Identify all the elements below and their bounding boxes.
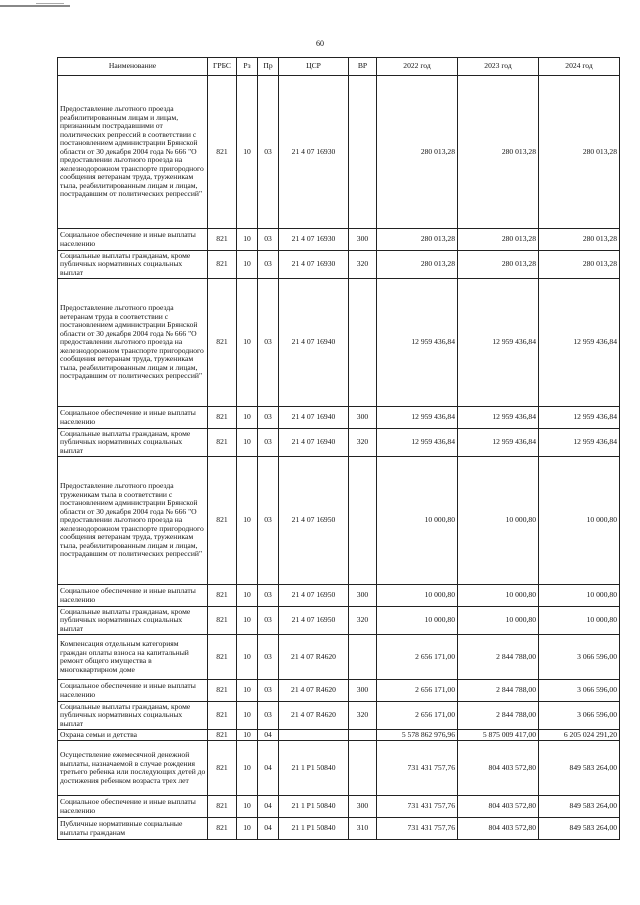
- cell-2023: 280 013,28: [458, 229, 539, 251]
- cell-name: Социальное обеспечение и иные выплаты населению: [58, 229, 208, 251]
- table-row: [58, 457, 620, 585]
- cell-rz: 10: [237, 407, 258, 429]
- scan-edge-line: [36, 3, 64, 4]
- table-row: [58, 730, 620, 741]
- cell-rz: 10: [237, 251, 258, 279]
- cell-2024: 6 205 024 291,20: [539, 730, 620, 741]
- cell-name: Социальные выплаты гражданам, кроме публичных нормативных социальных выплат: [58, 251, 208, 279]
- cell-grbs: 821: [208, 429, 237, 457]
- cell-csr: 21 1 P1 50840: [279, 741, 349, 796]
- cell-vr: 320: [349, 429, 377, 457]
- cell-vr: [349, 635, 377, 680]
- cell-name: Социальное обеспечение и иные выплаты населению: [58, 796, 208, 818]
- header-name: Наименование: [58, 58, 208, 76]
- cell-grbs: 821: [208, 818, 237, 840]
- header-pr: Пр: [258, 58, 279, 76]
- cell-vr: 320: [349, 607, 377, 635]
- cell-pr: 04: [258, 818, 279, 840]
- cell-csr: 21 4 07 R4620: [279, 635, 349, 680]
- cell-pr: 03: [258, 585, 279, 607]
- cell-grbs: 821: [208, 76, 237, 229]
- cell-csr: 21 4 07 16930: [279, 76, 349, 229]
- cell-vr: 300: [349, 680, 377, 702]
- cell-name: Публичные нормативные социальные выплаты гражданам: [58, 818, 208, 840]
- header-vr: ВР: [349, 58, 377, 76]
- cell-2023: 10 000,80: [458, 607, 539, 635]
- cell-name: Осуществление ежемесячной денежной выплаты, назначаемой в случае рождения третьего ребенка или последующих детей до достижения ребенком возраста трех лет: [58, 741, 208, 796]
- cell-pr: 04: [258, 730, 279, 741]
- cell-2023: 10 000,80: [458, 585, 539, 607]
- cell-rz: 10: [237, 818, 258, 840]
- cell-2023: 12 959 436,84: [458, 407, 539, 429]
- header-2023: 2023 год: [458, 58, 539, 76]
- cell-vr: 320: [349, 702, 377, 730]
- cell-2024: 280 013,28: [539, 251, 620, 279]
- cell-2023: 2 844 788,00: [458, 635, 539, 680]
- page-number: 60: [316, 39, 324, 48]
- cell-2022: 2 656 171,00: [377, 635, 458, 680]
- cell-pr: 03: [258, 251, 279, 279]
- cell-pr: 03: [258, 702, 279, 730]
- cell-grbs: 821: [208, 702, 237, 730]
- cell-2024: 12 959 436,84: [539, 407, 620, 429]
- cell-vr: 300: [349, 796, 377, 818]
- cell-2022: 731 431 757,76: [377, 741, 458, 796]
- cell-2024: 12 959 436,84: [539, 279, 620, 407]
- cell-2022: 12 959 436,84: [377, 407, 458, 429]
- cell-2022: 2 656 171,00: [377, 702, 458, 730]
- cell-2024: 280 013,28: [539, 76, 620, 229]
- table-row: [58, 680, 620, 702]
- cell-vr: [349, 457, 377, 585]
- table-row: [58, 635, 620, 680]
- cell-2023: 2 844 788,00: [458, 680, 539, 702]
- cell-2024: 849 583 264,00: [539, 741, 620, 796]
- header-2022: 2022 год: [377, 58, 458, 76]
- cell-rz: 10: [237, 279, 258, 407]
- cell-pr: 03: [258, 680, 279, 702]
- cell-csr: 21 4 07 16930: [279, 251, 349, 279]
- table-row: [58, 585, 620, 607]
- cell-name: Компенсация отдельным категориям граждан оплаты взноса на капитальный ремонт общего имущества в многоквартирном доме: [58, 635, 208, 680]
- cell-pr: 03: [258, 279, 279, 407]
- cell-2024: 280 013,28: [539, 229, 620, 251]
- cell-name: Социальное обеспечение и иные выплаты населению: [58, 680, 208, 702]
- cell-2024: 3 066 596,00: [539, 635, 620, 680]
- cell-vr: 310: [349, 818, 377, 840]
- cell-rz: 10: [237, 585, 258, 607]
- cell-grbs: 821: [208, 279, 237, 407]
- cell-pr: 03: [258, 407, 279, 429]
- cell-rz: 10: [237, 229, 258, 251]
- table-header-row: [58, 58, 620, 76]
- table-row: [58, 429, 620, 457]
- cell-name: Предоставление льготного проезда труженикам тыла в соответствии с постановлением администрации Брянской области от 30 декабря 2004 года № 666 "О предоставлении льготного проезда на железнодорожном транспорте пригородного сообщения ветеранам труда, труженикам тыла, реабилитированным лицам и лицам, пострадавшим от политических репрессий": [58, 457, 208, 585]
- cell-csr: [279, 730, 349, 741]
- cell-vr: [349, 741, 377, 796]
- cell-pr: 03: [258, 429, 279, 457]
- cell-vr: [349, 730, 377, 741]
- cell-pr: 03: [258, 607, 279, 635]
- table-row: [58, 76, 620, 229]
- cell-csr: 21 4 07 16940: [279, 429, 349, 457]
- header-rz: Рз: [237, 58, 258, 76]
- cell-pr: 03: [258, 457, 279, 585]
- cell-2022: 10 000,80: [377, 457, 458, 585]
- cell-grbs: 821: [208, 730, 237, 741]
- cell-2024: 12 959 436,84: [539, 429, 620, 457]
- header-csr: ЦСР: [279, 58, 349, 76]
- cell-vr: 320: [349, 251, 377, 279]
- cell-rz: 10: [237, 796, 258, 818]
- cell-pr: 03: [258, 229, 279, 251]
- cell-grbs: 821: [208, 407, 237, 429]
- cell-csr: 21 4 07 R4620: [279, 680, 349, 702]
- cell-name: Охрана семьи и детства: [58, 730, 208, 741]
- cell-pr: 04: [258, 741, 279, 796]
- cell-2023: 10 000,80: [458, 457, 539, 585]
- cell-vr: 300: [349, 229, 377, 251]
- cell-2023: 12 959 436,84: [458, 279, 539, 407]
- table-row: [58, 229, 620, 251]
- cell-grbs: 821: [208, 607, 237, 635]
- cell-vr: 300: [349, 585, 377, 607]
- cell-2023: 804 403 572,80: [458, 818, 539, 840]
- scan-edge-line: [0, 5, 70, 7]
- cell-csr: 21 4 07 16950: [279, 607, 349, 635]
- cell-grbs: 821: [208, 741, 237, 796]
- cell-csr: 21 4 07 16950: [279, 585, 349, 607]
- cell-rz: 10: [237, 730, 258, 741]
- table-row: [58, 702, 620, 730]
- cell-2023: 280 013,28: [458, 251, 539, 279]
- cell-name: Социальное обеспечение и иные выплаты населению: [58, 407, 208, 429]
- cell-rz: 10: [237, 702, 258, 730]
- cell-2022: 731 431 757,76: [377, 818, 458, 840]
- cell-csr: 21 4 07 R4620: [279, 702, 349, 730]
- cell-csr: 21 4 07 16940: [279, 407, 349, 429]
- cell-grbs: 821: [208, 251, 237, 279]
- header-grbs: ГРБС: [208, 58, 237, 76]
- cell-2022: 280 013,28: [377, 251, 458, 279]
- cell-2024: 849 583 264,00: [539, 818, 620, 840]
- cell-2023: 2 844 788,00: [458, 702, 539, 730]
- table-row: [58, 251, 620, 279]
- cell-2023: 804 403 572,80: [458, 796, 539, 818]
- cell-rz: 10: [237, 635, 258, 680]
- table-row: [58, 796, 620, 818]
- cell-2022: 12 959 436,84: [377, 279, 458, 407]
- cell-vr: [349, 76, 377, 229]
- cell-name: Социальные выплаты гражданам, кроме публичных нормативных социальных выплат: [58, 702, 208, 730]
- cell-2024: 10 000,80: [539, 585, 620, 607]
- cell-2022: 731 431 757,76: [377, 796, 458, 818]
- cell-name: Социальные выплаты гражданам, кроме публичных нормативных социальных выплат: [58, 429, 208, 457]
- cell-grbs: 821: [208, 796, 237, 818]
- cell-2022: 10 000,80: [377, 607, 458, 635]
- cell-rz: 10: [237, 680, 258, 702]
- cell-name: Предоставление льготного проезда ветеранам труда в соответствии с постановлением администрации Брянской области от 30 декабря 2004 года № 666 "О предоставлении льготного проезда на железнодорожном транспорте пригородного сообщения ветеранам труда, труженикам тыла, реабилитированным лицам и лицам, пострадавшим от политических репрессий": [58, 279, 208, 407]
- cell-pr: 03: [258, 76, 279, 229]
- cell-grbs: 821: [208, 680, 237, 702]
- cell-2022: 12 959 436,84: [377, 429, 458, 457]
- cell-2023: 804 403 572,80: [458, 741, 539, 796]
- budget-table: [57, 57, 620, 840]
- cell-vr: [349, 279, 377, 407]
- cell-rz: 10: [237, 429, 258, 457]
- cell-grbs: 821: [208, 585, 237, 607]
- cell-pr: 03: [258, 635, 279, 680]
- table-row: [58, 407, 620, 429]
- cell-2023: 12 959 436,84: [458, 429, 539, 457]
- cell-pr: 04: [258, 796, 279, 818]
- cell-grbs: 821: [208, 457, 237, 585]
- cell-csr: 21 4 07 16930: [279, 229, 349, 251]
- table-row: [58, 818, 620, 840]
- cell-csr: 21 4 07 16950: [279, 457, 349, 585]
- cell-csr: 21 1 P1 50840: [279, 818, 349, 840]
- cell-csr: 21 4 07 16940: [279, 279, 349, 407]
- cell-rz: 10: [237, 607, 258, 635]
- cell-rz: 10: [237, 76, 258, 229]
- cell-2024: 10 000,80: [539, 607, 620, 635]
- cell-2023: 280 013,28: [458, 76, 539, 229]
- cell-name: Социальные выплаты гражданам, кроме публичных нормативных социальных выплат: [58, 607, 208, 635]
- cell-2022: 280 013,28: [377, 229, 458, 251]
- cell-csr: 21 1 P1 50840: [279, 796, 349, 818]
- cell-rz: 10: [237, 457, 258, 585]
- cell-grbs: 821: [208, 635, 237, 680]
- cell-2023: 5 875 009 417,00: [458, 730, 539, 741]
- cell-2022: 5 578 862 976,96: [377, 730, 458, 741]
- cell-name: Социальное обеспечение и иные выплаты населению: [58, 585, 208, 607]
- cell-vr: 300: [349, 407, 377, 429]
- table-row: [58, 741, 620, 796]
- cell-rz: 10: [237, 741, 258, 796]
- cell-grbs: 821: [208, 229, 237, 251]
- table-row: [58, 607, 620, 635]
- table-row: [58, 279, 620, 407]
- cell-2022: 280 013,28: [377, 76, 458, 229]
- cell-2022: 10 000,80: [377, 585, 458, 607]
- cell-2024: 3 066 596,00: [539, 680, 620, 702]
- cell-2024: 10 000,80: [539, 457, 620, 585]
- cell-2024: 3 066 596,00: [539, 702, 620, 730]
- cell-2022: 2 656 171,00: [377, 680, 458, 702]
- cell-2024: 849 583 264,00: [539, 796, 620, 818]
- header-2024: 2024 год: [539, 58, 620, 76]
- cell-name: Предоставление льготного проезда реабилитированным лицам и лицам, признанным пострадавшими от политических репрессий в соответствии с постановлением администрации Брянской области от 30 декабря 2004 года № 666 "О предоставлении льготного проезда на железнодорожном транспорте пригородного сообщения ветеранам труда, труженикам тыла, реабилитированным лицам и лицам, пострадавшим от политических репрессий": [58, 76, 208, 229]
